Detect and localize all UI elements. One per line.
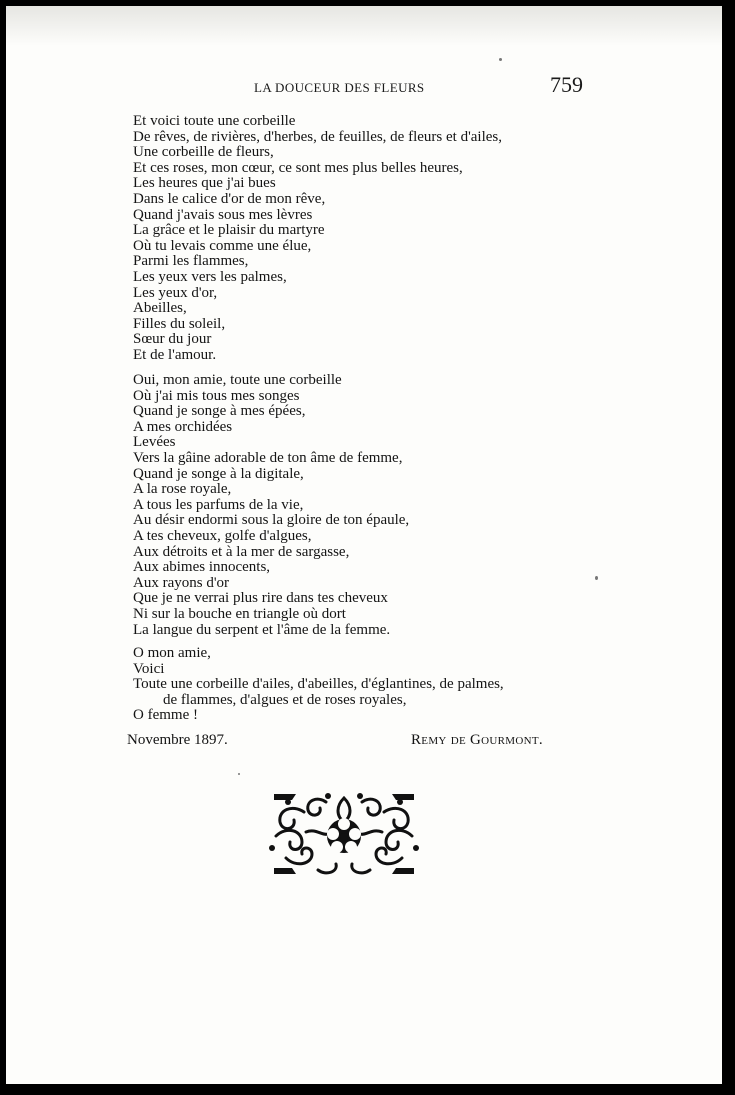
poem-stanza-1 — [133, 114, 502, 364]
poem-date: Novembre 1897. — [127, 732, 228, 748]
verse-line: Où j'ai mis tous mes songes — [133, 387, 300, 404]
floral-ornament-icon — [266, 792, 422, 878]
poem-stanza-3 — [133, 646, 504, 724]
verse-line: Quand j'avais sous mes lèvres — [133, 206, 313, 223]
verse-line: O femme ! — [133, 707, 198, 724]
verse-line: Et voici toute une corbeille — [133, 113, 296, 129]
verse-line: Abeilles, — [133, 300, 187, 317]
verse-line: A tes cheveux, golfe d'algues, — [133, 527, 312, 544]
paper-speck — [595, 576, 598, 580]
verse-line: De rêves, de rivières, d'herbes, de feuilles, de fleurs et d'ailes, — [133, 128, 503, 145]
verse-line: Où tu levais comme une élue, — [133, 237, 312, 254]
verse-line: A mes orchidées — [133, 418, 233, 435]
verse-line: Parmi les flammes, — [133, 253, 249, 270]
verse-line: Voici — [133, 660, 165, 677]
verse-line: Une corbeille de fleurs, — [133, 144, 274, 161]
verse-line: Aux rayons d'or — [133, 574, 230, 591]
page-top-shadow — [6, 6, 722, 46]
verse-line: Oui, mon amie, toute une corbeille — [133, 372, 342, 388]
verse-line: La langue du serpent et l'âme de la femme. — [133, 621, 391, 638]
verse-line: Sœur du jour — [133, 331, 212, 348]
verse-line: Quand je songe à la digitale, — [133, 465, 304, 482]
verse-line: La grâce et le plaisir du martyre — [133, 222, 325, 239]
verse-line-continuation: de flammes, d'algues et de roses royales, — [163, 691, 407, 708]
verse-line: Que je ne verrai plus rire dans tes cheveux — [133, 590, 388, 607]
verse-line: Les yeux vers les palmes, — [133, 268, 287, 285]
verse-line: Les heures que j'ai bues — [133, 175, 276, 192]
verse-line: A la rose royale, — [133, 481, 232, 498]
page-number: 759 — [550, 72, 583, 97]
verse-line: Filles du soleil, — [133, 315, 226, 332]
running-title: LA DOUCEUR DES FLEURS — [254, 80, 425, 95]
verse-line: O mon amie, — [133, 645, 211, 661]
verse-line: Quand je songe à mes épées, — [133, 403, 306, 420]
verse-line: Les yeux d'or, — [133, 284, 218, 301]
poem-stanza-2 — [133, 373, 409, 638]
verse-line: Et de l'amour. — [133, 346, 217, 363]
verse-line: Et ces roses, mon cœur, ce sont mes plus belles heures, — [133, 159, 463, 176]
verse-line: Aux abimes innocents, — [133, 559, 271, 576]
verse-line: A tous les parfums de la vie, — [133, 496, 304, 513]
verse-line: Au désir endormi sous la gloire de ton épaule, — [133, 512, 410, 529]
verse-line: Dans le calice d'or de mon rêve, — [133, 190, 326, 207]
verse-line: Vers la gâine adorable de ton âme de femme, — [133, 449, 403, 466]
verse-line: Ni sur la bouche en triangle où dort — [133, 605, 346, 622]
verse-line: Levées — [133, 434, 176, 451]
book-page — [6, 6, 722, 1084]
paper-speck — [499, 58, 502, 61]
verse-line: Aux détroits et à la mer de sargasse, — [133, 543, 350, 560]
verse-line: Toute une corbeille d'ailes, d'abeilles, d'églantines, de palmes, — [133, 676, 504, 693]
author-signature: Remy de Gourmont. — [411, 732, 543, 748]
paper-speck — [238, 773, 240, 775]
